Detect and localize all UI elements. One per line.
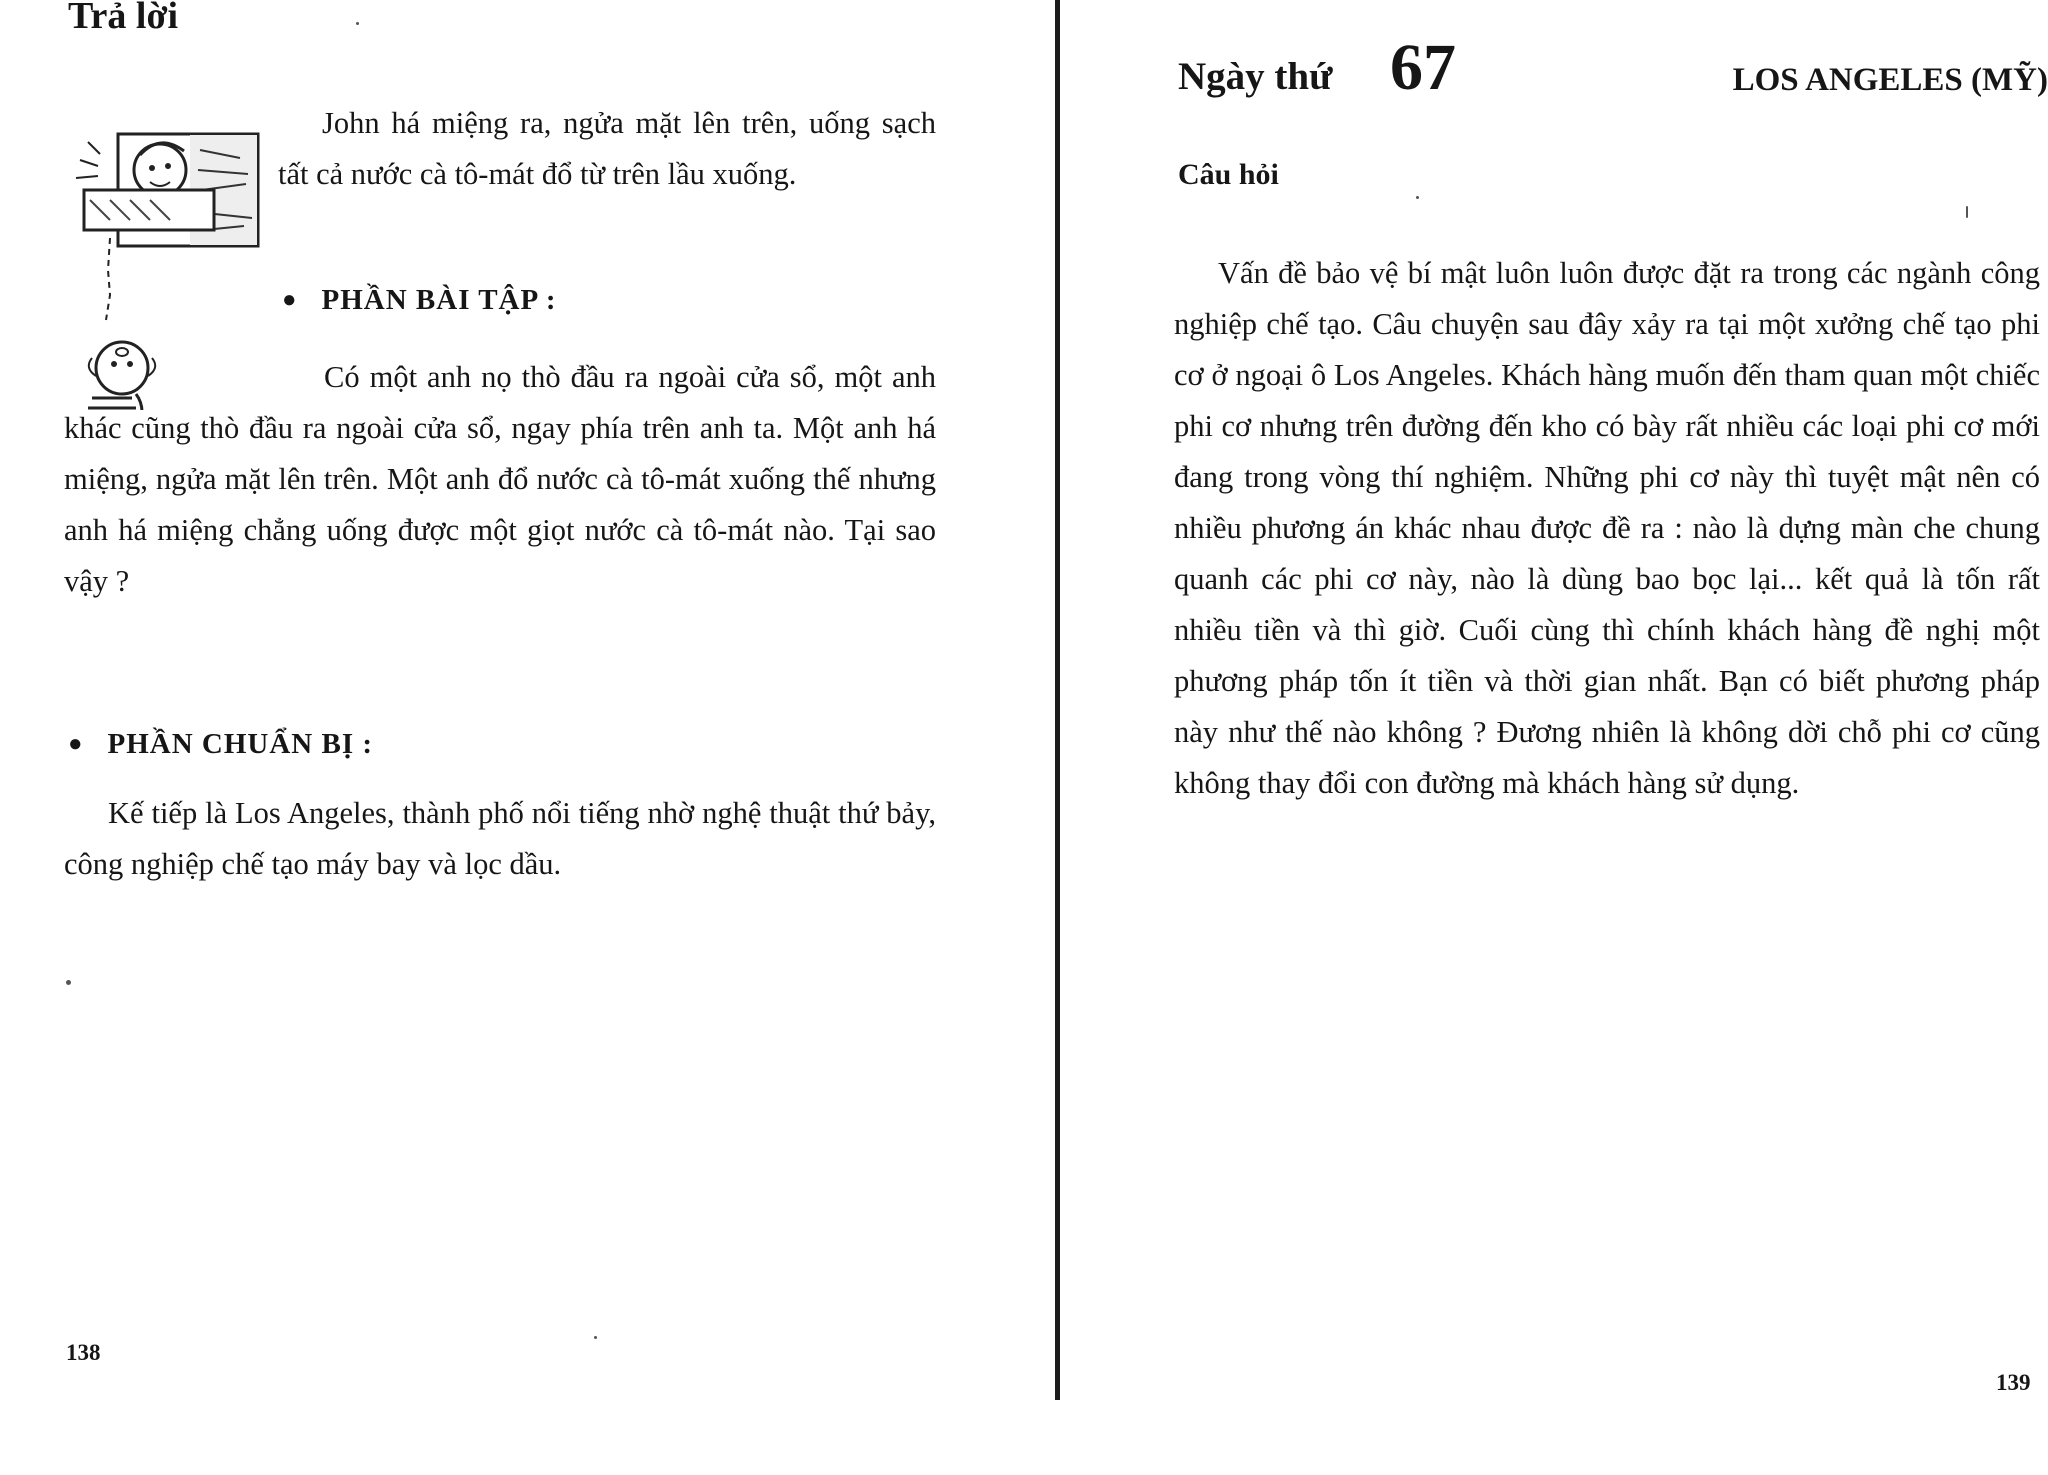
scan-speck — [66, 980, 71, 985]
city-title: LOS ANGELES (MỸ) — [1732, 62, 2048, 98]
scan-speck — [1966, 206, 1968, 218]
scan-speck — [1416, 196, 1419, 199]
page-number-left: 138 — [66, 1340, 101, 1365]
scan-speck — [356, 22, 359, 25]
bullet-icon: ● — [282, 287, 298, 313]
exercise-section-title — [282, 284, 557, 317]
question-text: Vấn đề bảo vệ bí mật luôn luôn được đặt ra trong các ngành công nghiệp chế tạo. Câu chuyện sau đây xảy ra tại một xưởng chế tạo phi cơ ở ngoại ô Los Angeles. Khách hàng muốn đến tham quan một chiếc phi cơ nhưng trên đường đến kho có bày rất nhiều các loại phi cơ mới đang trong vòng thí nghiệm. Những phi cơ này thì tuyệt mật nên có nhiều phương án khác nhau được đề ra : nào là dựng màn che chung quanh các phi cơ này, nào là dùng bao bọc lại... kết quả là tốn rất nhiều tiền và thì giờ. Cuối cùng thì chính khách hàng đề nghị một phương pháp tốn ít tiền và thời gian nhất. Bạn có biết phương pháp này như thế nào không ? Đương nhiên là không dời chỗ phi cơ cũng không thay đổi con đường mà khách hàng sử dụng. — [1174, 256, 2040, 800]
answer-text: John há miệng ra, ngửa mặt lên trên, uống sạch tất cả nước cà tô-mát đổ từ trên lầu xuống. — [278, 106, 936, 191]
book-gutter — [1055, 0, 1060, 1400]
day-header — [1178, 30, 2048, 110]
exercise-title-text: PHẦN BÀI TẬP : — [321, 284, 557, 316]
scan-speck — [594, 1336, 597, 1339]
page-number-right: 139 — [1996, 1370, 2031, 1395]
exercise-text: Có một anh nọ thò đầu ra ngoài cửa sổ, một anh khác cũng thò đầu ra ngoài cửa sổ, ngay phía trên anh ta. Một anh há miệng, ngửa mặt lên trên. Một anh đổ nước cà tô-mát xuống thế nhưng anh há miệng chẳng uống được một giọt nước cà tô-mát nào. Tại sao vậy ? — [64, 360, 936, 598]
question-heading: Câu hỏi — [1178, 158, 1279, 191]
prep-section-title — [68, 728, 373, 761]
prep-text: Kế tiếp là Los Angeles, thành phố nổi tiếng nhờ nghệ thuật thứ bảy, công nghiệp chế tạo máy bay và lọc dầu. — [64, 796, 936, 881]
prep-title-text: PHẦN CHUẨN BỊ : — [107, 728, 374, 760]
answer-heading: Trả lời — [68, 0, 179, 37]
day-label: Ngày thứ — [1178, 55, 1333, 98]
day-number: 67 — [1390, 31, 1456, 104]
bullet-icon: ● — [68, 731, 84, 757]
